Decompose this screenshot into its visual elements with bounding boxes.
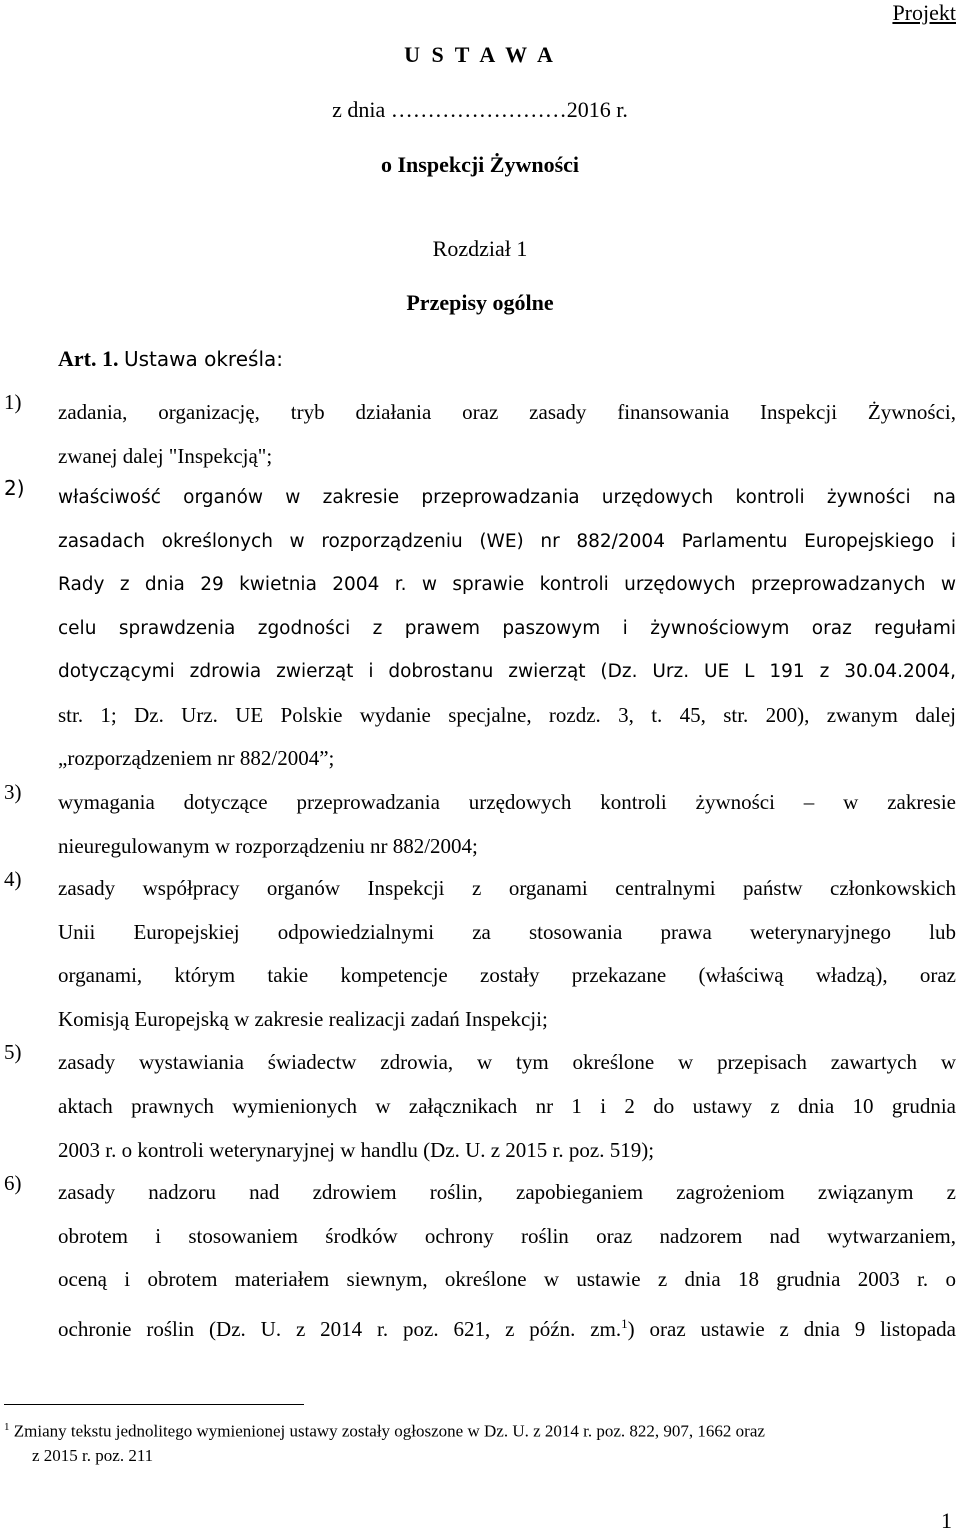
text-line: organami, którym takie kompetencje zostały przekazane (właściwą władzą), oraz bbox=[58, 963, 956, 987]
projekt-label: Projekt bbox=[892, 0, 956, 25]
list-item-number: 2) bbox=[4, 476, 25, 500]
text-line: wymagania dotyczące przeprowadzania urzędowych kontroli żywności – w zakresie bbox=[58, 790, 956, 814]
list-item-number: 6) bbox=[4, 1171, 22, 1195]
list-item-text bbox=[58, 1171, 956, 1351]
text-line: oceną i obrotem materiałem siewnym, określone w ustawie z dnia 18 grudnia 2003 r. o bbox=[58, 1267, 956, 1291]
chapter-title: Przepisy ogólne bbox=[406, 290, 554, 315]
footnote-text: Zmiany tekstu jednolitego wymienionej ustawy zostały ogłoszone w Dz. U. z 2014 r. poz. 822, 907, 1662 oraz bbox=[13, 1421, 765, 1441]
text-segment: ochronie roślin (Dz. U. z 2014 r. poz. 621, z późn. zm. bbox=[58, 1316, 622, 1341]
text-line: właściwość organów w zakresie przeprowadzania urzędowych kontroli żywności na bbox=[58, 487, 956, 508]
list-item-number: 3) bbox=[4, 780, 22, 804]
text-line: zadania, organizację, tryb działania oraz zasady finansowania Inspekcji Żywności, bbox=[58, 400, 956, 424]
text-line: Rady z dnia 29 kwietnia 2004 r. w sprawie kontroli urzędowych przeprowadzanych w bbox=[58, 574, 956, 595]
list-item-text bbox=[58, 1040, 956, 1172]
text-line: zwanej dalej "Inspekcją"; bbox=[58, 444, 273, 468]
list-item-number: 4) bbox=[4, 867, 22, 891]
text-line: Komisją Europejską w zakresie realizacji zadań Inspekcji; bbox=[58, 1006, 548, 1031]
text-line: str. 1; Dz. Urz. UE Polskie wydanie specjalne, rozdz. 3, t. 45, str. 200), zwanym dalej bbox=[58, 702, 956, 727]
list-item-number: 5) bbox=[4, 1040, 22, 1064]
text-line: zasady nadzoru nad zdrowiem roślin, zapobieganiem zagrożeniom związanym z bbox=[58, 1180, 956, 1204]
footnote-reference[interactable]: 1 bbox=[621, 1315, 628, 1331]
text-line: obrotem i stosowaniem środków ochrony roślin oraz nadzorem nad wytwarzaniem, bbox=[58, 1223, 956, 1248]
text-line: celu sprawdzenia zgodności z prawem paszowym i żywnościowym oraz regułami bbox=[58, 617, 956, 639]
footnote-marker: 1 bbox=[4, 1421, 10, 1433]
text-line: nieuregulowanym w rozporządzeniu nr 882/2004; bbox=[58, 834, 478, 858]
text-line: zasadach określonych w rozporządzeniu (WE) nr 882/2004 Parlamentu Europejskiego i bbox=[58, 530, 956, 552]
text-segment: ) oraz ustawie z dnia 9 listopada bbox=[627, 1316, 956, 1341]
list-item-number: 1) bbox=[4, 390, 22, 414]
article-heading bbox=[58, 346, 283, 372]
text-line: Unii Europejskiej odpowiedzialnymi za stosowania prawa weterynaryjnego lub bbox=[58, 919, 956, 944]
list-item-text bbox=[58, 390, 956, 478]
list-item-text bbox=[58, 867, 956, 1041]
text-line: dotyczącymi zdrowia zwierząt i dobrostanu zwierząt (Dz. Urz. UE L 191 z 30.04.2004, bbox=[58, 661, 956, 682]
footnote bbox=[4, 1415, 956, 1468]
footnote-separator bbox=[4, 1404, 304, 1405]
chapter-number: Rozdział 1 bbox=[432, 236, 528, 261]
list-item-text bbox=[58, 476, 956, 781]
article-intro: Ustawa określa: bbox=[123, 347, 283, 371]
list-item-text bbox=[58, 780, 956, 868]
page-number: 1 bbox=[941, 1508, 952, 1533]
document-title: U S T A W A bbox=[404, 42, 556, 67]
text-line bbox=[58, 1302, 956, 1352]
article-label: Art. 1. bbox=[58, 346, 119, 371]
document-subject: o Inspekcji Żywności bbox=[380, 152, 580, 177]
footnote-line: z 2015 r. poz. 211 bbox=[32, 1445, 154, 1465]
text-line: zasady wystawiania świadectw zdrowia, w tym określone w przepisach zawartych w bbox=[58, 1050, 956, 1074]
footnote-line bbox=[4, 1415, 956, 1444]
document-date: z dnia ……………………2016 r. bbox=[332, 97, 628, 122]
text-line: 2003 r. o kontroli weterynaryjnej w handlu (Dz. U. z 2015 r. poz. 519); bbox=[58, 1138, 655, 1162]
text-line: „rozporządzeniem nr 882/2004”; bbox=[58, 746, 335, 770]
text-line: aktach prawnych wymienionych w załącznikach nr 1 i 2 do ustawy z dnia 10 grudnia bbox=[58, 1094, 956, 1118]
text-line: zasady współpracy organów Inspekcji z organami centralnymi państw członkowskich bbox=[58, 876, 956, 900]
